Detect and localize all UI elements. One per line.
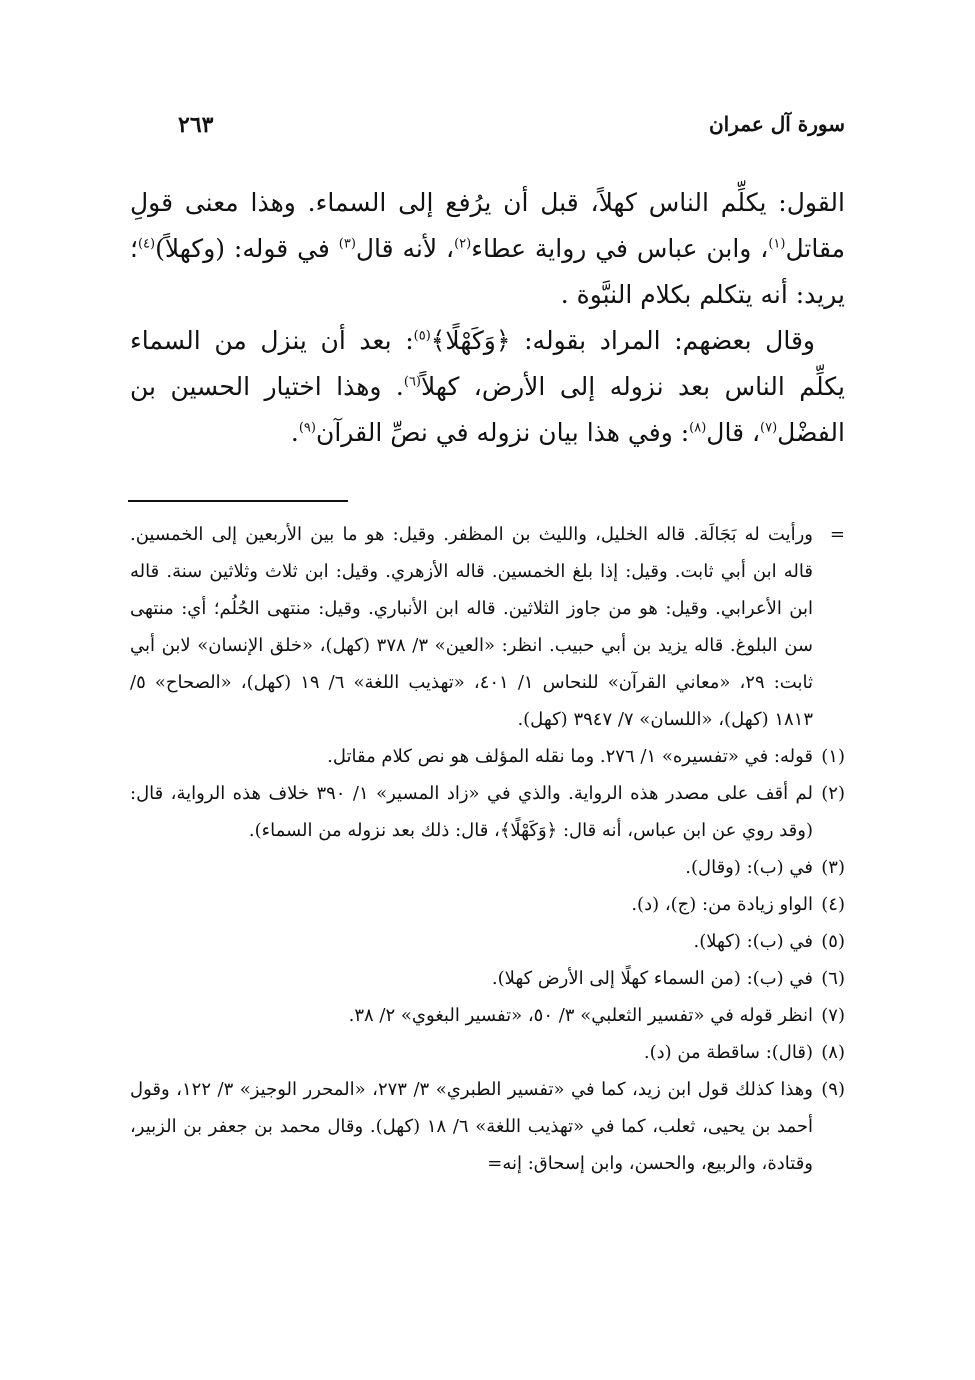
footnote-text: لم أقف على مصدر هذه الرواية. والذي في «زاد المسير» ١/ ٣٩٠ خلاف هذه الرواية، قال: (وقد روي عن ابن عباس، أنه قال: ﴿وَكَهْلًا﴾، قال: ذلك بعد نزوله من السماء). bbox=[130, 783, 813, 841]
footnote-ref-2: (٢) bbox=[454, 236, 472, 252]
surah-title: سورة آل عمران bbox=[708, 112, 845, 136]
footnote-mark: (٢) bbox=[821, 783, 845, 804]
text-run: القول: يكلِّم الناس كهلاً، قبل أن يرُفع إلى السماء. وهذا معنى قولِ مقاتل bbox=[130, 188, 845, 263]
footnote-text: في (ب): (وقال). bbox=[685, 857, 813, 878]
text-run: . وهذا اختيار الحسين بن الفضْل bbox=[130, 372, 845, 447]
footnote-mark: (٩) bbox=[821, 1079, 845, 1100]
footnote-text: في (ب): (كهلا). bbox=[693, 931, 813, 952]
footnote-ref-1: (١) bbox=[768, 236, 786, 252]
text-run: : بعد أن ينزل من السماء يكلِّم الناس بعد نزوله إلى الأرض، كهلاً bbox=[130, 326, 845, 401]
footnote-8 bbox=[130, 1034, 845, 1071]
page-header bbox=[130, 112, 845, 152]
text-run: ، لأنه قال bbox=[355, 234, 455, 263]
footnote-text: (قال): ساقطة من (د). bbox=[643, 1042, 813, 1063]
footnote-3 bbox=[130, 849, 845, 886]
footnote-5 bbox=[130, 923, 845, 960]
text-run: في قوله: (وكهلاً) bbox=[155, 234, 339, 263]
footnote-1 bbox=[130, 738, 845, 775]
paragraph-2 bbox=[130, 318, 845, 456]
footnote-text: الواو زيادة من: (ج)، (د). bbox=[631, 894, 813, 915]
paragraph-1 bbox=[130, 180, 845, 318]
text-run: ، قال bbox=[706, 418, 761, 447]
footnote-ref-3: (٣) bbox=[338, 236, 356, 252]
footnote-ref-7: (٧) bbox=[760, 420, 778, 436]
footnote-text: قوله: في «تفسيره» ١/ ٢٧٦. وما نقله المؤلف هو نص كلام مقاتل. bbox=[327, 746, 813, 767]
footnote-6 bbox=[130, 960, 845, 997]
footnote-9 bbox=[130, 1071, 845, 1182]
footnote-mark: (١) bbox=[821, 746, 845, 767]
text-run: : وفي هذا بيان نزوله في نصِّ القرآن bbox=[315, 418, 690, 447]
footnote-4 bbox=[130, 886, 845, 923]
footnote-text: ورأيت له بَجَالَة. قاله الخليل، والليث بن المظفر. وقيل: هو ما بين الأربعين إلى الخمسين. قاله ابن أبي ثابت. وقيل: إذا بلغ الخمسين. قاله الأزهري. وقيل: ابن ثلاث وثلاثين سنة. قاله ابن الأعرابي. وقيل: هو من جاوز الثلاثين. قاله ابن الأنباري. وقيل: منتهى الحُلُم؛ أي: منتهى سن البلوغ. قاله يزيد بن أبي حبيب. انظر: «العين» ٣/ ٣٧٨ (كهل)، «خلق الإنسان» لابن أبي ثابت: ٢٩، «معاني القرآن» للنحاس ١/ ٤٠١، «تهذيب اللغة» ٦/ ١٩ (كهل)، «الصحاح» ٥/ ١٨١٣ (كهل)، «اللسان» ٧/ ٣٩٤٧ (كهل). bbox=[130, 524, 813, 730]
footnote-mark: (٧) bbox=[821, 1005, 845, 1026]
footnote-mark: (٣) bbox=[821, 857, 845, 878]
page-number: ٢٦٣ bbox=[178, 112, 214, 138]
footnote-ref-5: (٥) bbox=[413, 328, 431, 344]
text-run: وقال بعضهم: المراد بقوله: ﴿وَكَهْلًا﴾ bbox=[430, 326, 815, 355]
text-run: . bbox=[290, 418, 299, 447]
text-run: ؛ يريد: أنه يتكلم بكلام النبَّوة . bbox=[130, 234, 845, 309]
footnote-ref-8: (٨) bbox=[689, 420, 707, 436]
footnote-ref-6: (٦) bbox=[403, 374, 421, 390]
footnote-text: انظر قوله في «تفسير الثعلبي» ٣/ ٥٠، «تفسير البغوي» ٢/ ٣٨. bbox=[348, 1005, 813, 1026]
footnote-2 bbox=[130, 775, 845, 849]
footnote-mark: (٨) bbox=[821, 1042, 845, 1063]
footnote-ref-9: (٩) bbox=[298, 420, 316, 436]
footnote-mark: (٥) bbox=[821, 931, 845, 952]
footnote-continuation bbox=[130, 516, 845, 738]
footnote-text: وهذا كذلك قول ابن زيد، كما في «تفسير الطبري» ٣/ ٢٧٣، «المحرر الوجيز» ٣/ ١٢٢، وقول أحمد بن يحيى، ثعلب، كما في «تهذيب اللغة» ٦/ ١٨ (كهل). وقال محمد بن جعفر بن الزبير، وقتادة، والربيع، والحسن، وابن إسحاق: إنه= bbox=[130, 1079, 813, 1174]
footnotes bbox=[130, 516, 845, 1182]
footnote-mark: (٤) bbox=[821, 894, 845, 915]
text-run: ، وابن عباس في رواية عطاء bbox=[471, 234, 769, 263]
footnote-ref-4: (٤) bbox=[137, 236, 156, 252]
main-text bbox=[130, 180, 845, 456]
footnote-7 bbox=[130, 997, 845, 1034]
footnote-text: في (ب): (من السماء كهلًا إلى الأرض كهلا). bbox=[491, 968, 813, 989]
footnote-separator bbox=[128, 500, 348, 502]
footnote-mark: (٦) bbox=[821, 968, 845, 989]
footnote-mark: = bbox=[829, 524, 845, 545]
